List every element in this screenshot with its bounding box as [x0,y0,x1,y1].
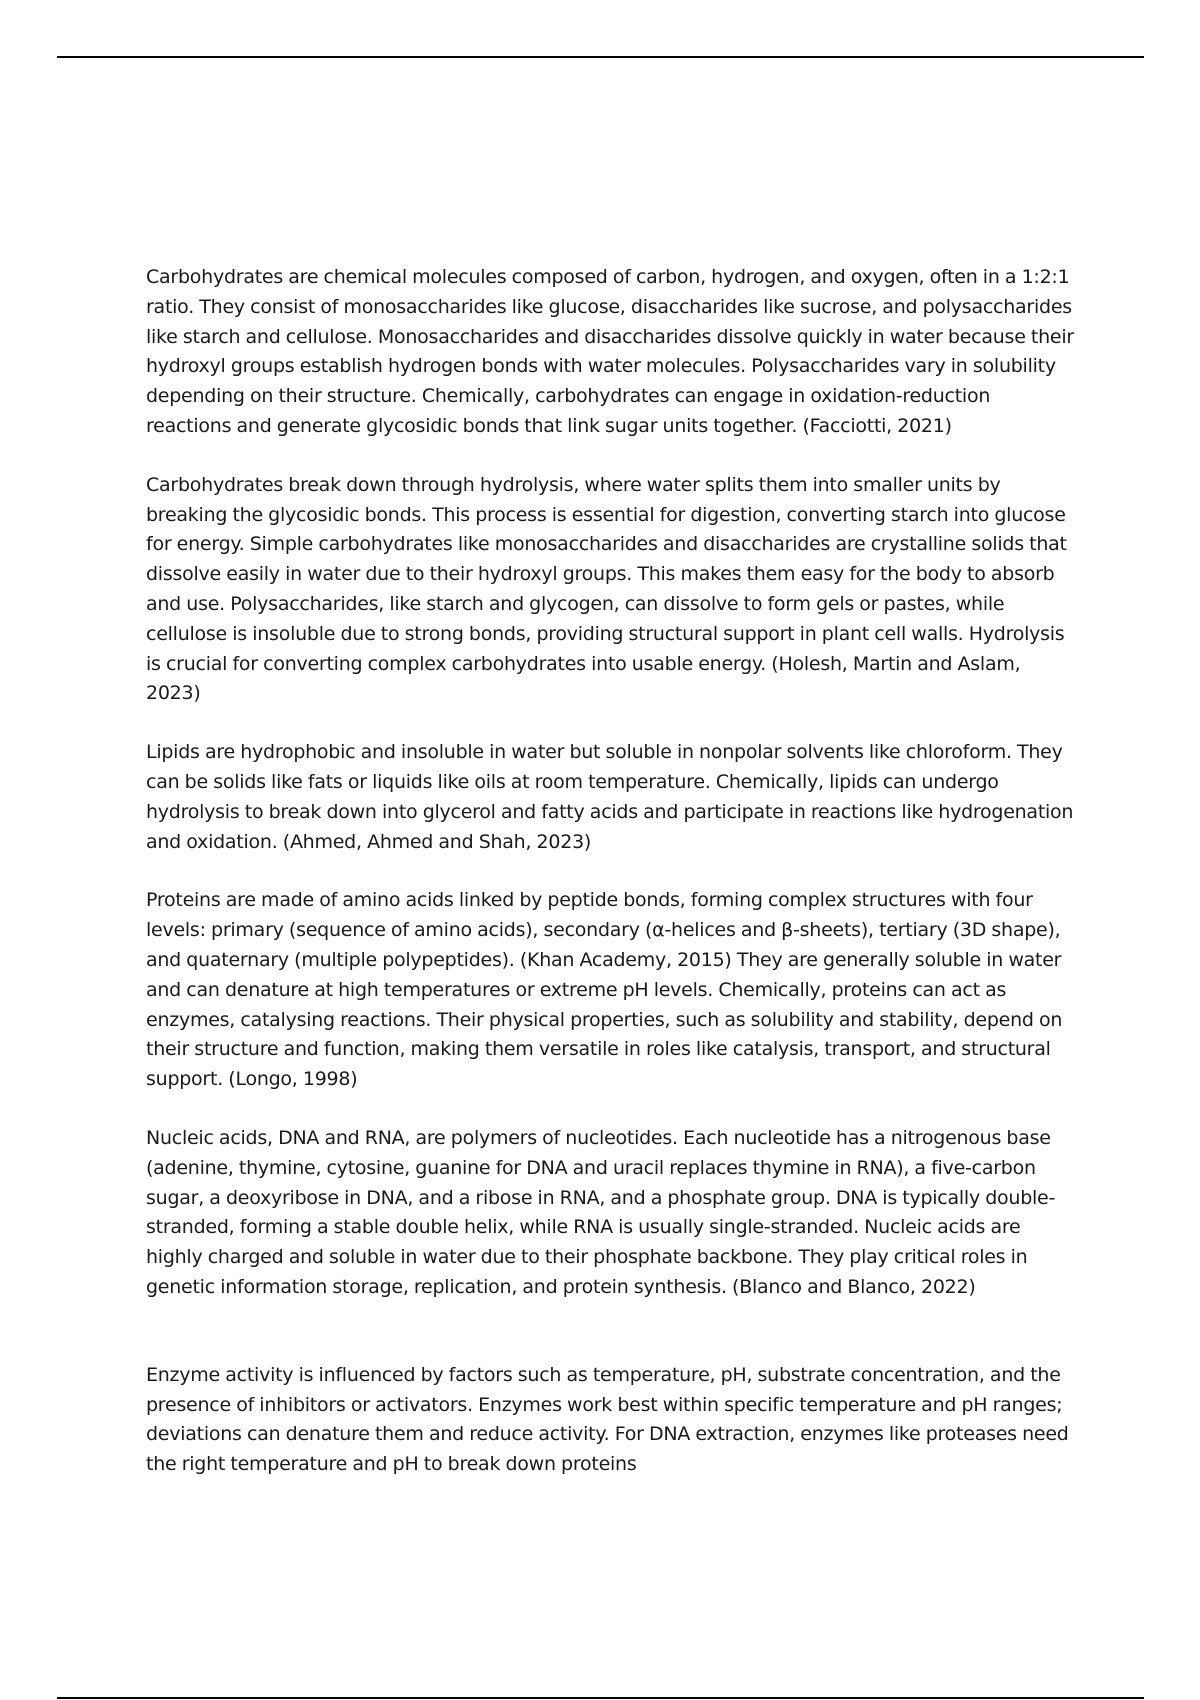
header-rule [57,56,1144,58]
paragraph-carbohydrates-hydrolysis: Carbohydrates break down through hydrolysis, where water splits them into smaller units by breaking the glycosidic bonds. This process is essential for digestion, converting starch into glucose for energy. Simple carbohydrates like monosaccharides and disaccharides are crystalline solids that dissolve easily in water due to their hydroxyl groups. This makes them easy for the body to absorb and use. Polysaccharides, like starch and glycogen, can dissolve to form gels or pastes, while cellulose is insoluble due to strong bonds, providing structural support in plant cell walls. Hydrolysis is crucial for converting complex carbohydrates into usable energy. (Holesh, Martin and Aslam, 2023) [146,473,1067,705]
paragraph-enzyme-activity: Enzyme activity is influenced by factors such as temperature, pH, substrate concentration, and the presence of inhibitors or activators. Enzymes work best within specific temperature and pH ranges; deviations can denature them and reduce activity. For DNA extraction, enzymes like proteases need the right temperature and pH to break down proteins [146,1363,1069,1476]
document-body [146,263,1078,1480]
paragraph-carbohydrates-structure: Carbohydrates are chemical molecules composed of carbon, hydrogen, and oxygen, often in a 1:2:1 ratio. They consist of monosaccharides like glucose, disaccharides like sucrose, and polysaccharides like starch and cellulose. Monosaccharides and disaccharides dissolve quickly in water because their hydroxyl groups establish hydrogen bonds with water molecules. Polysaccharides vary in solubility depending on their structure. Chemically, carbohydrates can engage in oxidation-reduction reactions and generate glycosidic bonds that link sugar units together. (Facciotti, 2021) [146,266,1074,437]
footer-rule [57,1697,1144,1699]
paragraph-proteins: Proteins are made of amino acids linked by peptide bonds, forming complex structures with four levels: primary (sequence of amino acids), secondary (α-helices and β-sheets), tertiary (3D shape), and quaternary (multiple polypeptides). (Khan Academy, 2015) They are generally soluble in water and can denature at high temperatures or extreme pH levels. Chemically, proteins can act as enzymes, catalysing reactions. Their physical properties, such as solubility and stability, depend on their structure and function, making them versatile in roles like catalysis, transport, and structural support. (Longo, 1998) [146,889,1063,1091]
paragraph-lipids: Lipids are hydrophobic and insoluble in water but soluble in nonpolar solvents like chloroform. They can be solids like fats or liquids like oils at room temperature. Chemically, lipids can undergo hydrolysis to break down into glycerol and fatty acids and participate in reactions like hydrogenation and oxidation. (Ahmed, Ahmed and Shah, 2023) [146,741,1074,853]
paragraph-nucleic-acids: Nucleic acids, DNA and RNA, are polymers of nucleotides. Each nucleotide has a nitrogenous base (adenine, thymine, cytosine, guanine for DNA and uracil replaces thymine in RNA), a five-carbon sugar, a deoxyribose in DNA, and a ribose in RNA, and a phosphate group. DNA is typically double-stranded, forming a stable double helix, while RNA is usually single-stranded. Nucleic acids are highly charged and soluble in water due to their phosphate backbone. They play critical roles in genetic information storage, replication, and protein synthesis. (Blanco and Blanco, 2022) [146,1126,1056,1298]
